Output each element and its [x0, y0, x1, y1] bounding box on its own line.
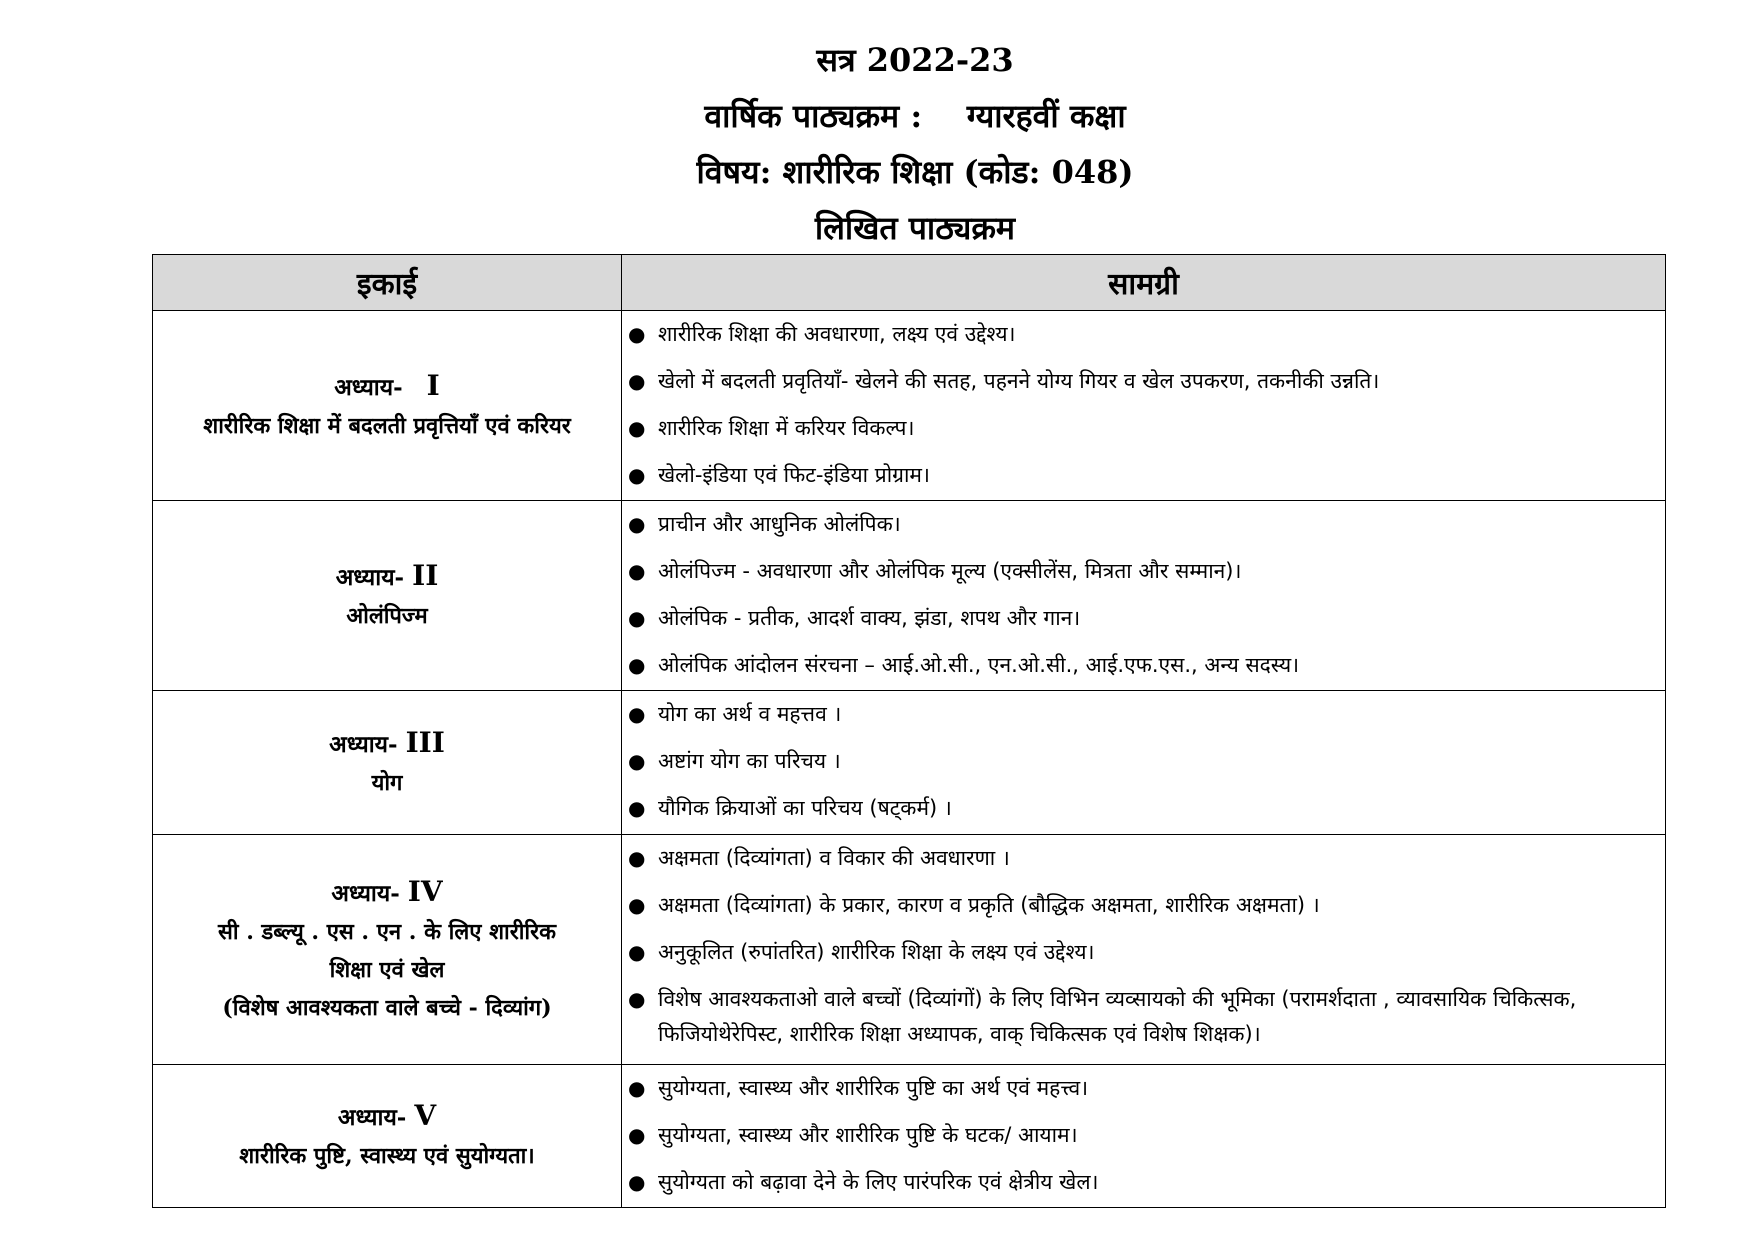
- content-cell: [622, 501, 1666, 691]
- unit-name: शारीरिक शिक्षा में बदलती प्रवृत्तियाँ एवं करियर: [203, 412, 571, 439]
- table-row: [153, 691, 1666, 835]
- table-row: [153, 835, 1666, 1065]
- list-item: ● अक्षमता (दिव्यांगता) के प्रकार, कारण व प्रकृति (बौद्धिक अक्षमता, शारीरिक अक्षमता) ।: [622, 882, 1665, 929]
- list-item: ● शारीरिक शिक्षा में करियर विकल्प।: [622, 405, 1665, 452]
- list-item: ● खेलो-इंडिया एवं फिट-इंडिया प्रोग्राम।: [622, 452, 1665, 499]
- list-item: ● खेलो में बदलती प्रवृतियाँ- खेलने की सतह, पहनने योग्य गियर व खेल उपकरण, तकनीकी उन्नति।: [622, 358, 1665, 405]
- unit-cell: [153, 835, 622, 1065]
- unit-name: ओलंपिज्म: [346, 602, 428, 629]
- list-item: ● ओलंपिक - प्रतीक, आदर्श वाक्य, झंडा, शपथ और गान।: [622, 595, 1665, 642]
- unit-cell: [153, 691, 622, 835]
- bullet-icon: ●: [628, 987, 646, 1011]
- subject-title: विषय: शारीरिक शिक्षा (कोड: 048): [696, 153, 1134, 191]
- list-item: ● शारीरिक शिक्षा की अवधारणा, लक्ष्य एवं उद्देश्य।: [622, 311, 1665, 358]
- bullet-icon: ●: [628, 893, 646, 917]
- document-header: [0, 32, 1755, 256]
- table-row: [153, 501, 1666, 691]
- list-item: ● सुयोग्यता, स्वास्थ्य और शारीरिक पुष्टि का अर्थ एवं महत्त्व।: [622, 1065, 1665, 1112]
- unit-column-header: इकाई: [153, 255, 622, 311]
- content-list: [622, 691, 1665, 832]
- content-cell: [622, 1065, 1666, 1208]
- chapter-number: IV: [407, 874, 443, 908]
- bullet-icon: ●: [628, 1123, 646, 1147]
- unit-cell: [153, 501, 622, 691]
- content-cell: [622, 691, 1666, 835]
- list-item: ● प्राचीन और आधुनिक ओलंपिक।: [622, 501, 1665, 548]
- bullet-icon: ●: [628, 416, 646, 440]
- bullet-icon: ●: [628, 559, 646, 583]
- chapter-label: अध्याय- II: [335, 558, 439, 592]
- chapter-label: अध्याय- I: [334, 368, 440, 402]
- chapter-number: V: [414, 1099, 437, 1132]
- unit-name: सी . डब्ल्यू . एस . एन . के लिए शारीरिक: [217, 918, 557, 945]
- list-item: ● अष्टांग योग का परिचय ।: [622, 738, 1665, 785]
- list-item: ● सुयोग्यता को बढ़ावा देने के लिए पारंपरिक एवं क्षेत्रीय खेल।: [622, 1159, 1665, 1206]
- bullet-icon: ●: [628, 653, 646, 677]
- content-list: [622, 311, 1665, 499]
- unit-name: (विशेष आवश्यकता वाले बच्चे - दिव्यांग): [222, 994, 552, 1021]
- table-row: [153, 311, 1666, 501]
- content-list: [622, 501, 1665, 689]
- list-item: ● ओलंपिज्म - अवधारणा और ओलंपिक मूल्य (एक्सीलेंस, मित्रता और सम्मान)।: [622, 548, 1665, 595]
- chapter-number: I: [426, 368, 440, 402]
- unit-cell: [153, 1065, 622, 1208]
- content-list: [622, 1065, 1665, 1206]
- unit-cell: [153, 311, 622, 501]
- bullet-icon: ●: [628, 846, 646, 870]
- bullet-icon: ●: [628, 369, 646, 393]
- chapter-number: II: [412, 558, 439, 592]
- list-item: ● योग का अर्थ व महत्तव ।: [622, 691, 1665, 738]
- chapter-number: III: [405, 725, 445, 759]
- list-item: ● ओलंपिक आंदोलन संरचना – आई.ओ.सी., एन.ओ.सी., आई.एफ.एस., अन्य सदस्य।: [622, 642, 1665, 689]
- unit-name: शारीरिक पुष्टि, स्वास्थ्य एवं सुयोग्यता।: [239, 1143, 535, 1169]
- list-item: ● सुयोग्यता, स्वास्थ्य और शारीरिक पुष्टि के घटक/ आयाम।: [622, 1112, 1665, 1159]
- chapter-label: अध्याय- IV: [331, 874, 443, 908]
- bullet-icon: ●: [628, 749, 646, 773]
- list-item: ● विशेष आवश्यकताओ वाले बच्चों (दिव्यांगों) के लिए विभिन व्यव्सायको की भूमिका (परामर्शदाता , व्यावसायिक चिकित्सक, फिजियोथेरेपिस्ट, शारीरिक शिक्षा अध्यापक, वाक् चिकित्सक एवं विशेष शिक्षक)।: [622, 976, 1665, 1058]
- content-cell: [622, 835, 1666, 1065]
- chapter-label: अध्याय- V: [337, 1099, 437, 1132]
- content-column-header: सामग्री: [622, 255, 1666, 311]
- session-title: सत्र 2022-23: [816, 41, 1014, 79]
- content-cell: [622, 311, 1666, 501]
- chapter-label: अध्याय- III: [329, 725, 445, 759]
- bullet-icon: ●: [628, 1170, 646, 1194]
- syllabus-table: [152, 254, 1666, 1208]
- list-item: ● अक्षमता (दिव्यांगता) व विकार की अवधारणा ।: [622, 835, 1665, 882]
- bullet-icon: ●: [628, 702, 646, 726]
- table-row: [153, 1065, 1666, 1208]
- unit-name: शिक्षा एवं खेल: [329, 956, 445, 983]
- list-item: ● यौगिक क्रियाओं का परिचय (षट्कर्म) ।: [622, 785, 1665, 832]
- bullet-icon: ●: [628, 796, 646, 820]
- list-item: ● अनुकूलित (रुपांतरित) शारीरिक शिक्षा के लक्ष्य एवं उद्देश्य।: [622, 929, 1665, 976]
- bullet-icon: ●: [628, 1076, 646, 1100]
- written-syllabus-title: लिखित पाठ्यक्रम: [814, 209, 1016, 247]
- bullet-icon: ●: [628, 940, 646, 964]
- bullet-icon: ●: [628, 463, 646, 487]
- bullet-icon: ●: [628, 512, 646, 536]
- content-list: [622, 835, 1665, 1058]
- unit-name: योग: [371, 769, 403, 796]
- table-header-row: [153, 255, 1666, 311]
- annual-syllabus-title: वार्षिक पाठ्यक्रम : ग्यारहवीं कक्षा: [704, 97, 1126, 135]
- bullet-icon: ●: [628, 322, 646, 346]
- bullet-icon: ●: [628, 606, 646, 630]
